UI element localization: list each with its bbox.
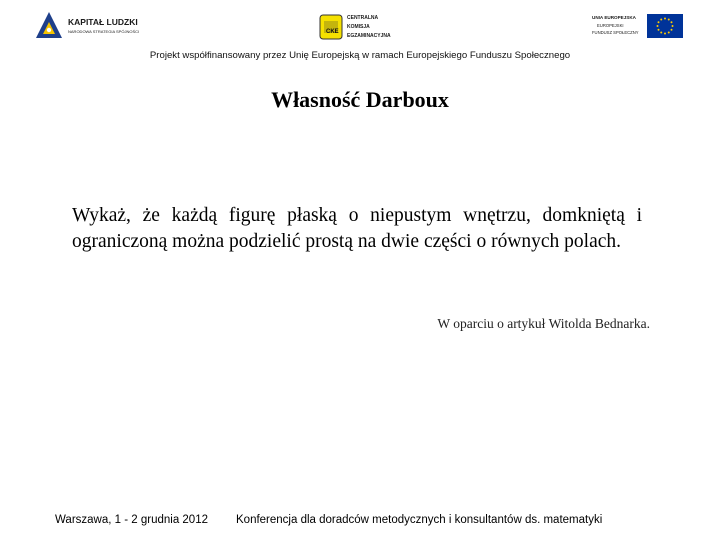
cke-line-1: CENTRALNA — [347, 15, 379, 21]
eu-flag-icon — [647, 14, 683, 38]
cke-line-2: KOMISJA — [347, 24, 370, 30]
eu-line-2: EUROPEJSKI — [597, 23, 624, 28]
eu-star-icon — [664, 33, 666, 35]
footer-place-date: Warszawa, 1 - 2 grudnia 2012 — [55, 514, 208, 526]
eu-star-icon — [660, 19, 662, 21]
slide-title: Własność Darboux — [271, 87, 449, 112]
eu-star-icon — [668, 19, 670, 21]
eu-star-icon — [668, 32, 670, 34]
attribution: W oparciu o artykuł Witolda Bednarka. — [437, 316, 650, 331]
eu-star-icon — [671, 21, 673, 23]
cke-line-3: EGZAMINACYJNA — [347, 33, 391, 39]
eu-star-icon — [671, 29, 673, 31]
problem-statement: Wykaż, że każdą figurę płaską o niepustym wnętrzu, domkniętą i ograniczoną można podzielić prostą na dwie części o równych polach. — [72, 205, 642, 252]
kapital-ludzki-logo — [34, 10, 146, 40]
eu-star-icon — [658, 21, 660, 23]
footer-conference: Konferencja dla doradców metodycznych i konsultantów ds. matematyki — [236, 514, 603, 526]
cke-logo — [319, 13, 403, 43]
eu-star-icon — [658, 29, 660, 31]
cke-emblem-icon — [319, 13, 343, 41]
kapital-ludzki-subtitle: NARODOWA STRATEGIA SPÓJNOŚCI — [68, 29, 140, 34]
kapital-ludzki-title: KAPITAŁ LUDZKI — [68, 17, 138, 27]
eu-logo — [592, 12, 684, 42]
eu-star-icon — [672, 25, 674, 27]
eu-star-icon — [660, 32, 662, 34]
funding-line: Projekt współfinansowany przez Unię Europejską w ramach Europejskiego Funduszu Społecznego — [149, 50, 571, 61]
eu-star-icon — [657, 25, 659, 27]
kapital-ludzki-emblem-icon — [34, 10, 64, 40]
eu-line-3: FUNDUSZ SPOŁECZNY — [592, 30, 639, 35]
eu-line-1: UNIA EUROPEJSKA — [592, 15, 636, 20]
cke-abbr: CKE — [326, 29, 339, 35]
eu-star-icon — [664, 18, 666, 20]
